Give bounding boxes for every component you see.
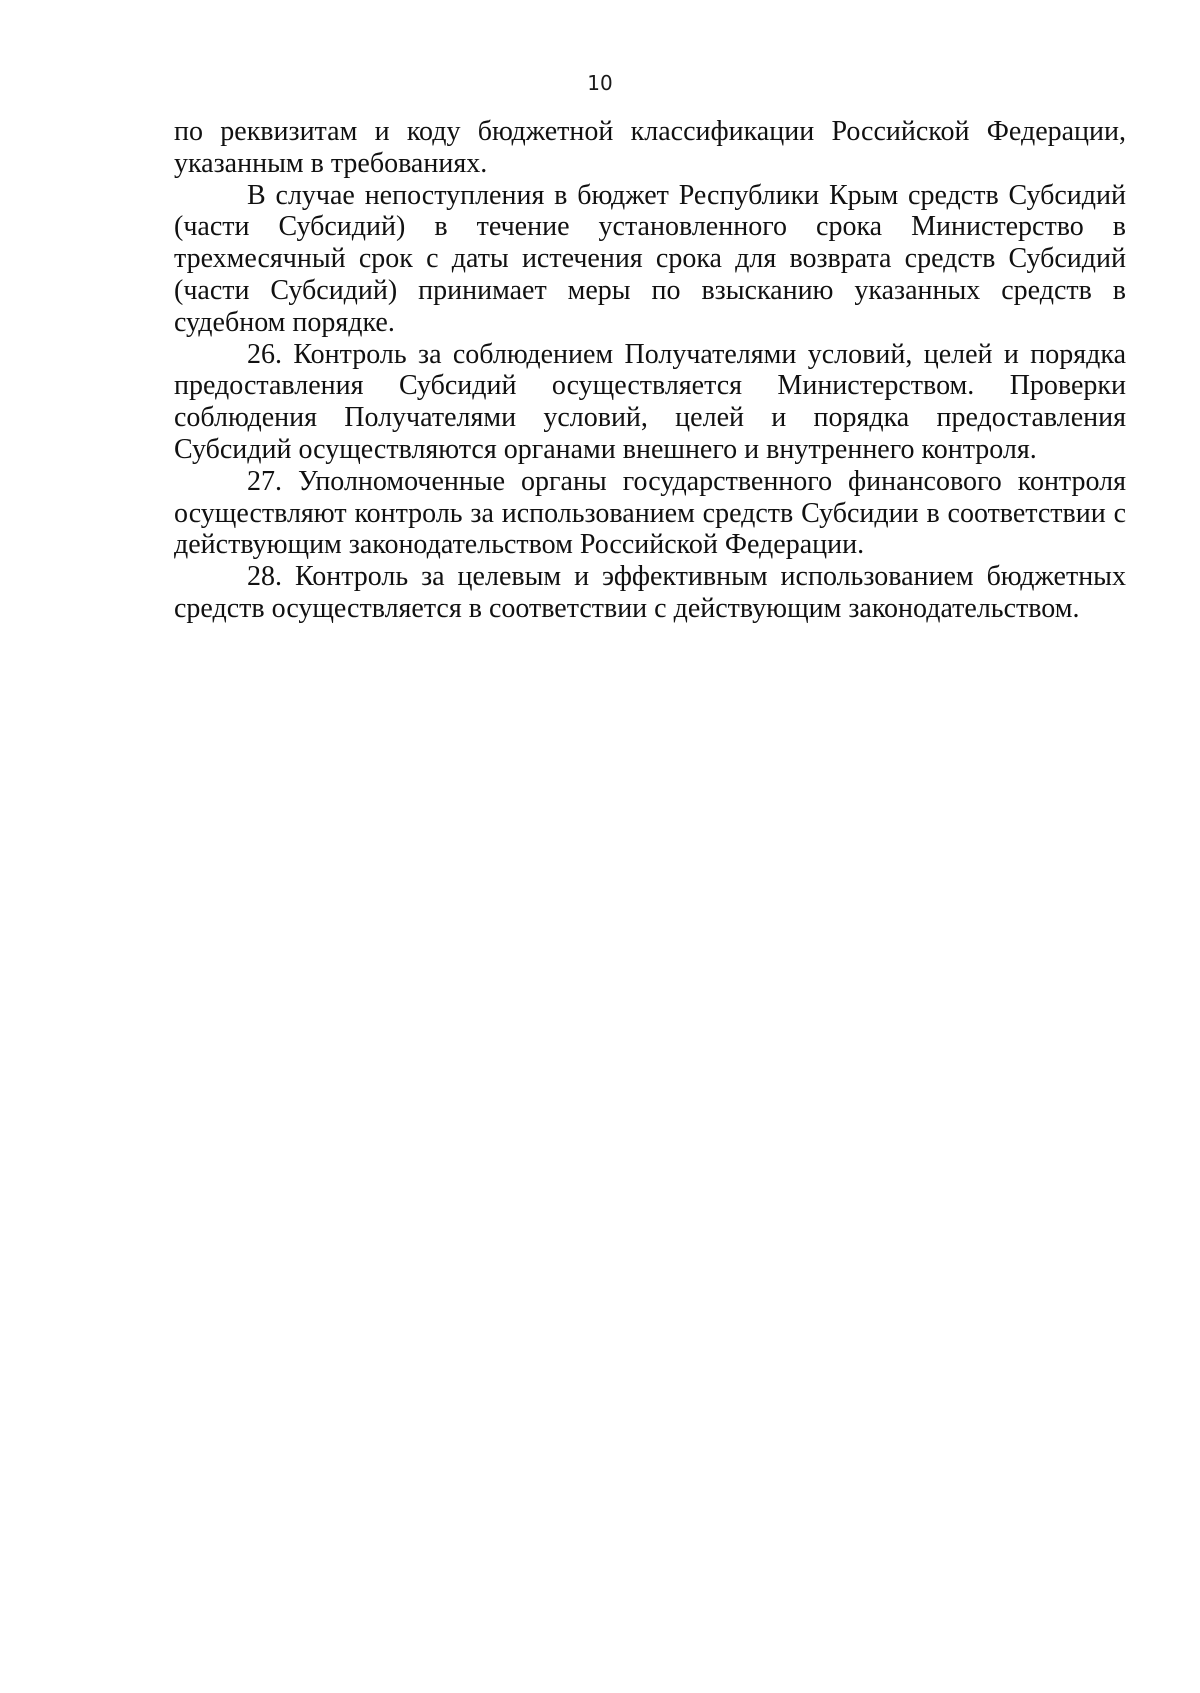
- paragraph-refund-enforcement: В случае непоступления в бюджет Республики Крым средств Субсидий (части Субсидий) в течение установленного срока Министерство в трехмесячный срок с даты истечения срока для возврата средств Субсидий (части Субсидий) принимает меры по взысканию указанных средств в судебном порядке.: [174, 179, 1126, 338]
- document-body: [174, 116, 1126, 625]
- paragraph-28: 28. Контроль за целевым и эффективным использованием бюджетных средств осуществляется в соответствии с действующим законодательством.: [174, 561, 1126, 624]
- paragraph-continuation: по реквизитам и коду бюджетной классификации Российской Федерации, указанным в требованиях.: [174, 116, 1126, 179]
- paragraph-27: 27. Уполномоченные органы государственного финансового контроля осуществляют контроль за использованием средств Субсидии в соответствии с действующим законодательством Российской Федерации.: [174, 465, 1126, 561]
- paragraph-26: 26. Контроль за соблюдением Получателями условий, целей и порядка предоставления Субсидий осуществляется Министерством. Проверки соблюдения Получателями условий, целей и порядка предоставления Субсидий осуществляются органами внешнего и внутреннего контроля.: [174, 338, 1126, 465]
- page-number: 10: [587, 71, 613, 95]
